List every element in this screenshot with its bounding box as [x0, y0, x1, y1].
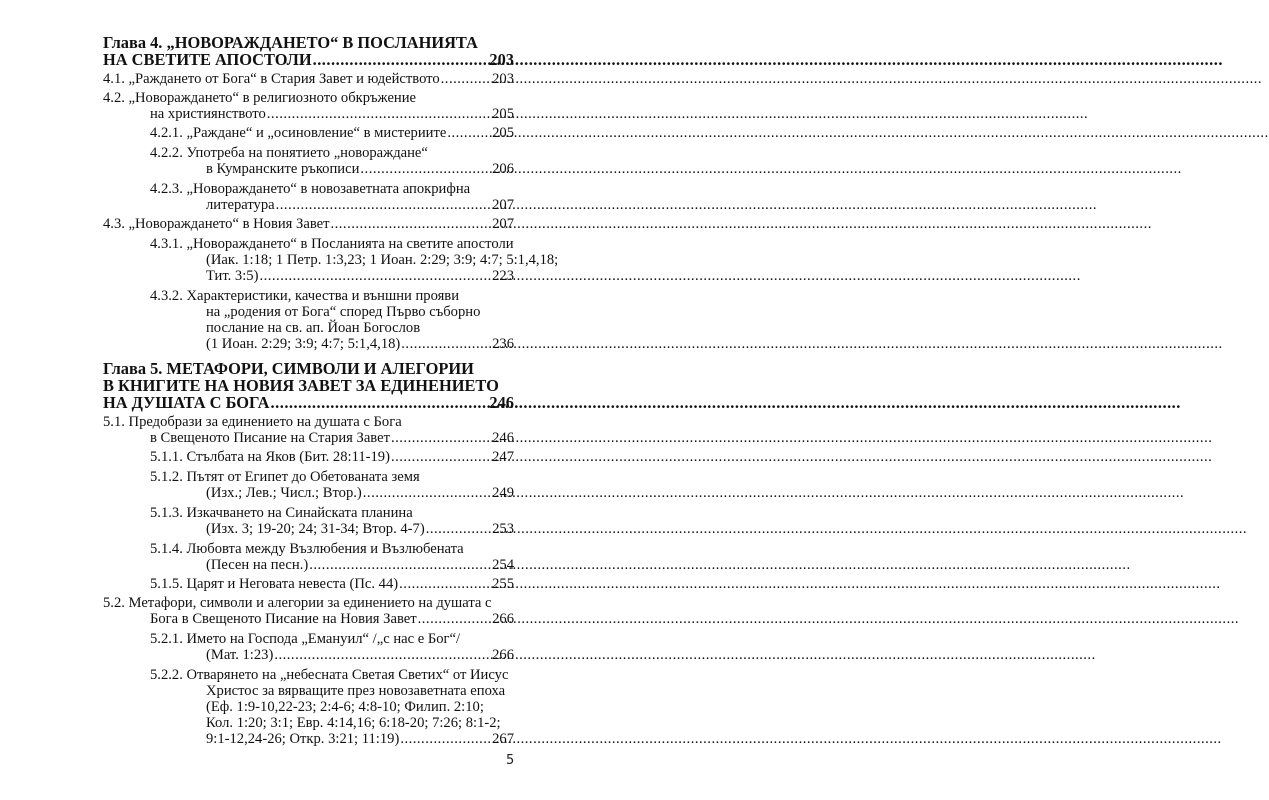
toc-entry — [103, 541, 514, 573]
toc-entry-title: 5.1. Предобрази за единението на душата с Бога — [103, 414, 402, 430]
toc-entry-title: НА ДУШАТА С БОГА — [103, 393, 270, 412]
toc-line — [103, 631, 514, 647]
toc-line — [103, 320, 514, 336]
toc-line — [103, 449, 514, 465]
toc-entry-title: (Песен на песн.) — [206, 557, 309, 573]
toc-page-number: 255 — [492, 576, 514, 592]
toc-line — [103, 288, 514, 304]
dot-leader — [330, 216, 491, 232]
toc-line — [103, 106, 514, 122]
toc-line — [103, 576, 514, 592]
toc-entry — [103, 90, 514, 122]
toc-line — [103, 181, 514, 197]
dot-leader — [426, 521, 491, 537]
toc-page-number: 207 — [492, 197, 514, 213]
toc-entry-title: литература — [206, 197, 275, 213]
toc-line — [103, 51, 514, 68]
toc-entry-title: 4.3.2. Характеристики, качества и външни прояви — [150, 288, 460, 304]
dot-leader — [391, 430, 491, 446]
toc-entry-title: на християнството — [150, 106, 266, 122]
toc-line — [103, 715, 514, 731]
toc-chapter — [103, 360, 514, 411]
dot-leader — [271, 394, 489, 411]
table-of-contents — [103, 33, 559, 747]
toc-line — [103, 125, 514, 141]
dot-leader — [363, 485, 491, 501]
toc-page-number: 246 — [489, 393, 514, 412]
toc-entry — [103, 181, 514, 213]
toc-entry-title: 5.1.4. Любовта между Възлюбения и Възлюбената — [150, 541, 464, 557]
toc-entry-title: Тит. 3:5) — [206, 268, 259, 284]
toc-entry-title: 4.2.3. „Новораждането“ в новозаветната апокрифна — [150, 181, 471, 197]
toc-entry-title: 5.1.5. Царят и Неговата невеста (Пс. 44) — [150, 576, 399, 592]
toc-page-number: 267 — [492, 731, 514, 747]
toc-line — [103, 34, 514, 51]
toc-page-number: 247 — [492, 449, 514, 465]
toc-line — [103, 667, 514, 683]
toc-entry — [103, 505, 514, 537]
toc-entry — [103, 595, 514, 627]
toc-entry-title: НА СВЕТИТЕ АПОСТОЛИ — [103, 50, 312, 69]
toc-entry-title: на „родения от Бога“ според Първо съборно — [206, 304, 481, 320]
toc-line — [103, 336, 514, 352]
toc-line — [103, 731, 514, 747]
toc-page-number: 203 — [489, 50, 514, 69]
dot-leader — [259, 268, 491, 284]
toc-entry-title: 9:1-12,24-26; Откр. 3:21; 11:19) — [206, 731, 400, 747]
toc-page-number: 249 — [492, 485, 514, 501]
toc-line — [103, 557, 514, 573]
toc-entry-title: 4.3. „Новораждането“ в Новия Завет — [103, 216, 330, 232]
toc-line — [103, 304, 514, 320]
toc-entry-title: (Изх. 3; 19-20; 24; 31-34; Втор. 4-7) — [206, 521, 425, 537]
dot-leader — [267, 106, 491, 122]
toc-line — [103, 647, 514, 663]
toc-page-number: 266 — [492, 611, 514, 627]
toc-entry — [103, 449, 514, 465]
toc-page-number: 205 — [492, 125, 514, 141]
toc-entry-title: 4.2. „Новораждането“ в религиозното обкръжение — [103, 90, 417, 106]
toc-entry — [103, 469, 514, 501]
toc-entry — [103, 414, 514, 446]
toc-entry-title: 5.1.2. Пътят от Египет до Обетованата земя — [150, 469, 420, 485]
toc-line — [103, 430, 514, 446]
toc-entry-title: Глава 5. МЕТАФОРИ, СИМВОЛИ И АЛЕГОРИИ — [103, 359, 474, 378]
toc-line — [103, 485, 514, 501]
toc-entry — [103, 288, 514, 352]
toc-page-number: 206 — [492, 161, 514, 177]
toc-entry — [103, 631, 514, 663]
toc-entry — [103, 216, 514, 232]
toc-line — [103, 541, 514, 557]
toc-entry-title: в Кумранските ръкописи — [206, 161, 360, 177]
toc-entry-title: 5.1.3. Изкачването на Синайската планина — [150, 505, 413, 521]
toc-line — [103, 268, 514, 284]
toc-page-number: 207 — [492, 216, 514, 232]
toc-line — [103, 377, 514, 394]
toc-entry-title: (1 Иоан. 2:29; 3:9; 4:7; 5:1,4,18) — [206, 336, 401, 352]
toc-entry-title: Глава 4. „НОВОРАЖДАНЕТО“ В ПОСЛАНИЯТА — [103, 33, 478, 52]
toc-entry-title: (Мат. 1:23) — [206, 647, 274, 663]
toc-page-number: 253 — [492, 521, 514, 537]
dot-leader — [399, 576, 491, 592]
dot-leader — [447, 125, 491, 141]
dot-leader — [441, 71, 491, 87]
toc-line — [103, 521, 514, 537]
toc-line — [103, 90, 514, 106]
toc-entry — [103, 576, 514, 592]
dot-leader — [274, 647, 491, 663]
toc-entry-title: (Изх.; Лев.; Числ.; Втор.) — [206, 485, 362, 501]
toc-entry-title: 5.2.2. Отварянето на „небесната Светая Светих“ от Иисус — [150, 667, 509, 683]
toc-page-number: 203 — [492, 71, 514, 87]
toc-entry-title: (Иак. 1:18; 1 Петр. 1:3,23; 1 Иоан. 2:29; 3:9; 4:7; 5:1,4,18; — [206, 252, 559, 268]
dot-leader — [400, 731, 491, 747]
toc-entry — [103, 145, 514, 177]
toc-line — [103, 360, 514, 377]
toc-line — [103, 469, 514, 485]
page-number: 5 — [506, 753, 515, 768]
dot-leader — [401, 336, 491, 352]
toc-entry-title: 4.1. „Раждането от Бога“ в Стария Завет и юдейството — [103, 71, 440, 87]
dot-leader — [360, 161, 491, 177]
dot-leader — [391, 449, 491, 465]
toc-line — [103, 394, 514, 411]
toc-entry-title: 5.2.1. Името на Господа „Емануил“ /„с нас е Бог“/ — [150, 631, 461, 647]
toc-page-number: 254 — [492, 557, 514, 573]
toc-entry — [103, 667, 514, 747]
toc-entry-title: 4.3.1. „Новораждането“ в Посланията на светите апостоли — [150, 236, 514, 252]
toc-page-number: 223 — [492, 268, 514, 284]
toc-page-number: 246 — [492, 430, 514, 446]
toc-entry-title: Христос за вярващите през новозаветната епоха — [206, 683, 506, 699]
toc-entry-title: 5.1.1. Стълбата на Яков (Бит. 28:11-19) — [150, 449, 390, 465]
toc-chapter — [103, 34, 514, 68]
toc-line — [103, 414, 514, 430]
dot-leader — [276, 197, 492, 213]
toc-line — [103, 595, 514, 611]
toc-line — [103, 505, 514, 521]
toc-page-number: 236 — [492, 336, 514, 352]
toc-entry-title: в Свещеното Писание на Стария Завет — [150, 430, 390, 446]
dot-leader — [313, 51, 489, 68]
toc-entry — [103, 125, 514, 141]
toc-line — [103, 161, 514, 177]
toc-line — [103, 611, 514, 627]
toc-entry-title: 5.2. Метафори, символи и алегории за единението на душата с — [103, 595, 492, 611]
toc-page-number: 205 — [492, 106, 514, 122]
toc-entry-title: (Еф. 1:9-10,22-23; 2:4-6; 4:8-10; Филип. 2:10; — [206, 699, 484, 715]
toc-entry — [103, 71, 514, 87]
dot-leader — [418, 611, 491, 627]
toc-line — [103, 252, 559, 268]
toc-line — [103, 699, 514, 715]
toc-line — [103, 236, 514, 252]
toc-line — [103, 216, 514, 232]
toc-line — [103, 145, 514, 161]
toc-entry-title: 4.2.2. Употреба на понятието „новораждане“ — [150, 145, 428, 161]
dot-leader — [309, 557, 491, 573]
toc-entry — [103, 236, 559, 284]
toc-entry-title: Бога в Свещеното Писание на Новия Завет — [150, 611, 417, 627]
toc-line — [103, 197, 514, 213]
toc-line — [103, 71, 514, 87]
toc-entry-title: Кол. 1:20; 3:1; Евр. 4:14,16; 6:18-20; 7:26; 8:1-2; — [206, 715, 501, 731]
toc-entry-title: 4.2.1. „Раждане“ и „осиновление“ в мистериите — [150, 125, 447, 141]
toc-entry-title: послание на св. ап. Йоан Богослов — [206, 320, 421, 336]
toc-line — [103, 683, 514, 699]
toc-page-number: 266 — [492, 647, 514, 663]
toc-entry-title: В КНИГИТЕ НА НОВИЯ ЗАВЕТ ЗА ЕДИНЕНИЕТО — [103, 376, 499, 395]
